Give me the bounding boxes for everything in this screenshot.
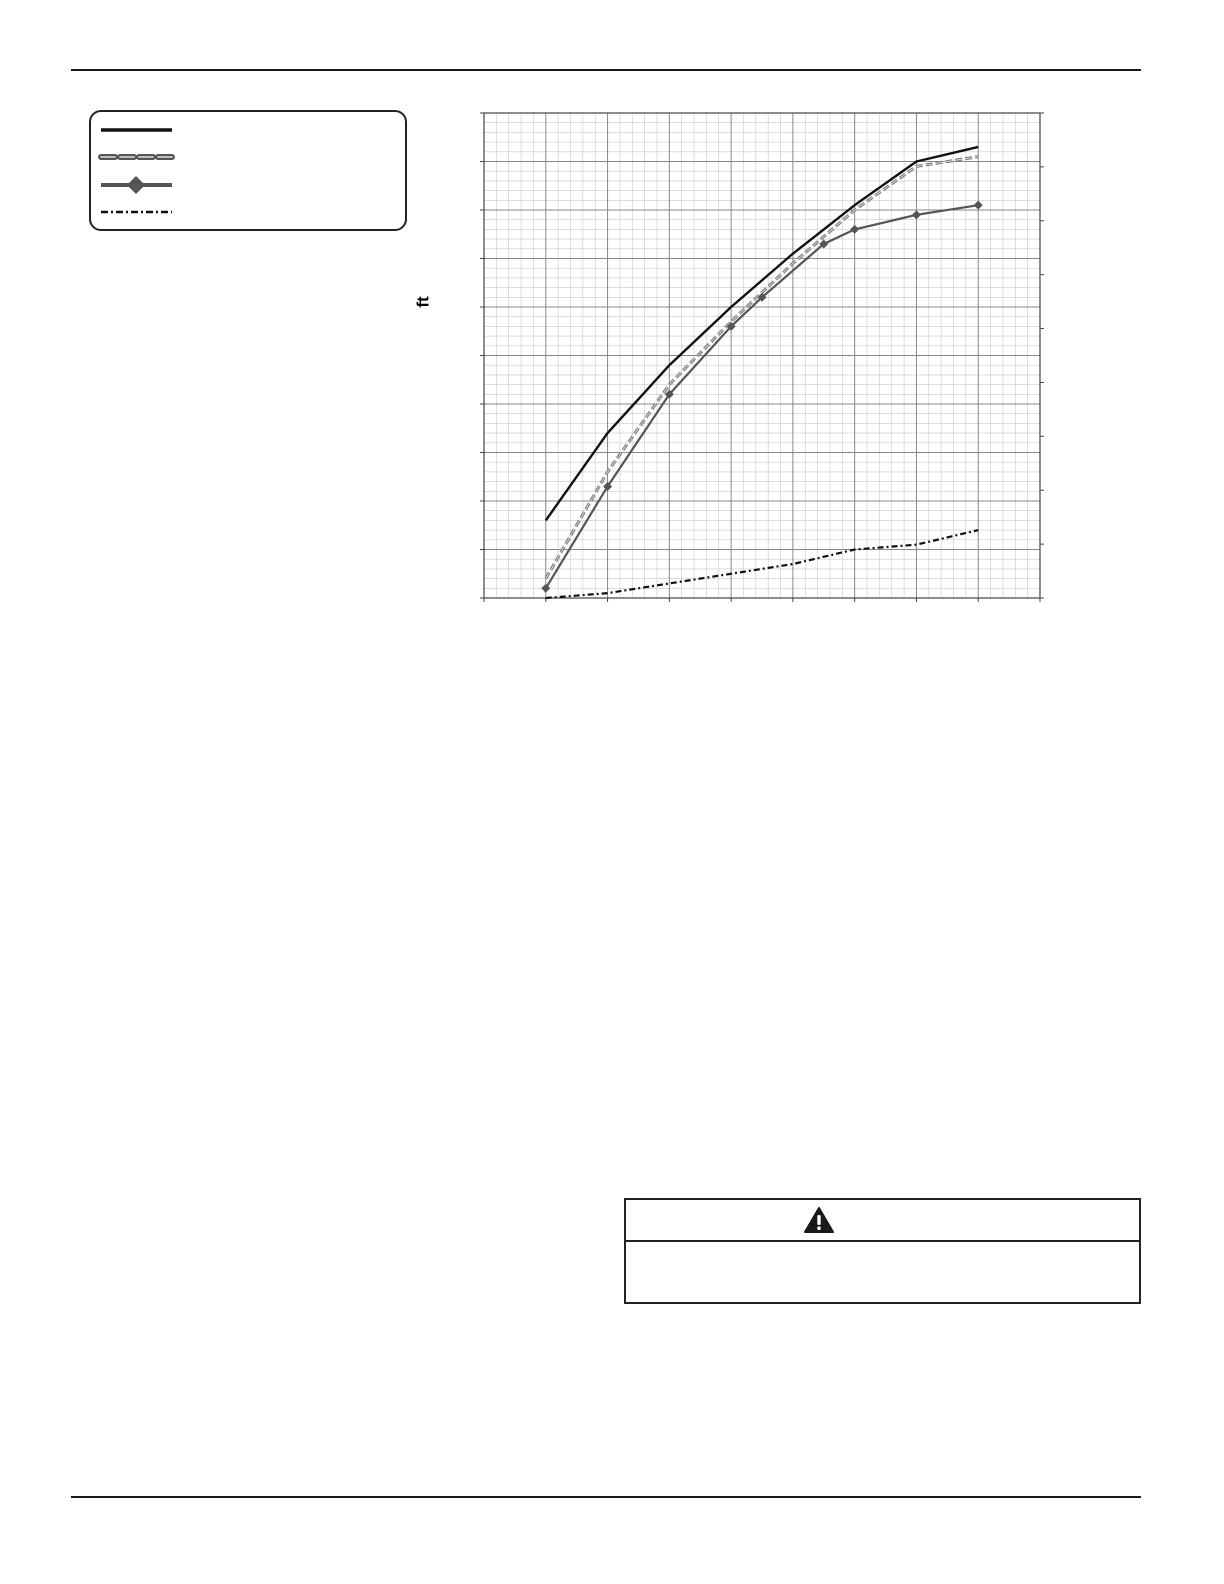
series-point-diamond	[912, 210, 921, 219]
series-line-dashdot	[546, 530, 978, 598]
y-axis-unit-label: ft	[413, 296, 433, 308]
warning-box	[624, 1198, 1141, 1304]
grid-major	[484, 113, 1040, 598]
chart-plot	[470, 100, 1060, 610]
warning-triangle-icon	[804, 1207, 834, 1233]
legend-swatches	[91, 112, 409, 233]
series-point-diamond	[974, 201, 983, 210]
bottom-rule	[71, 1496, 1141, 1498]
series-line-solid	[546, 147, 978, 520]
series-point-diamond	[850, 225, 859, 234]
axis-ticks	[480, 113, 1044, 602]
warning-header	[626, 1200, 1139, 1242]
chart-legend	[89, 110, 407, 231]
top-rule	[71, 69, 1141, 71]
legend-swatch-diamond-marker	[127, 176, 145, 194]
series-line-diamond	[546, 205, 978, 588]
